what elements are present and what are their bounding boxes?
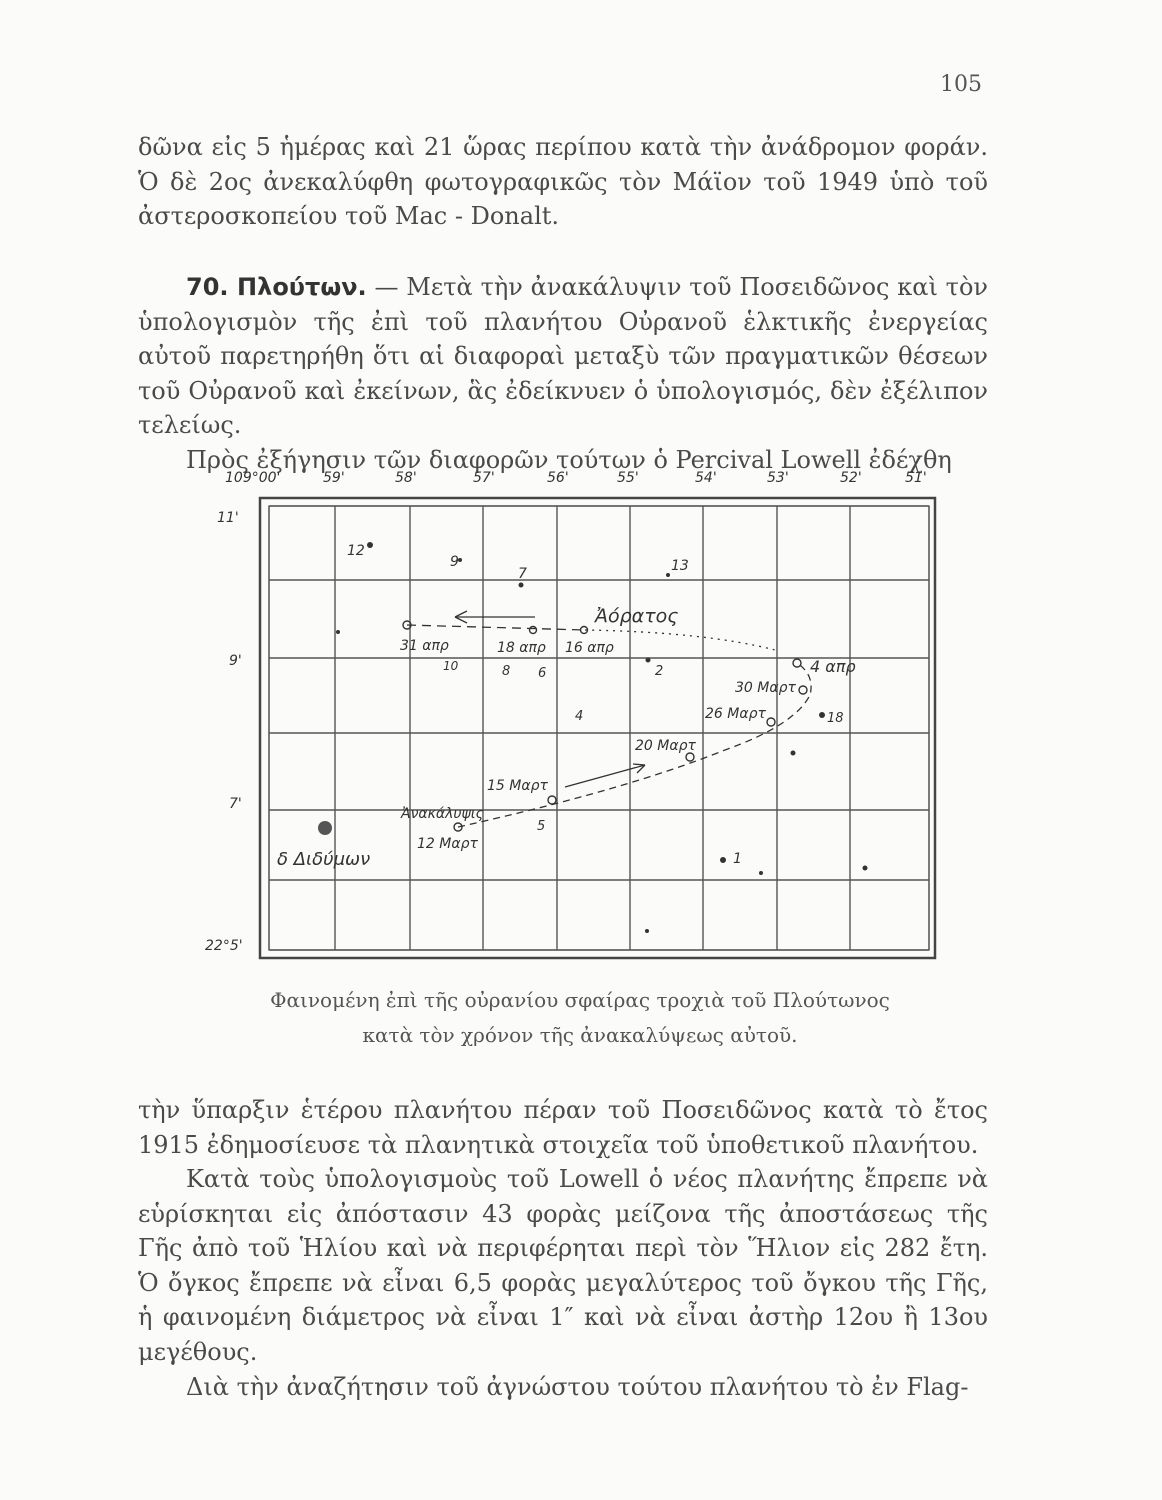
- label-26-mar: 26 Μαρτ: [705, 706, 766, 722]
- paragraph-calculations: Κατὰ τοὺς ὑπολογισμοὺς τοῦ Lowell ὁ νέος πλανήτης ἔπρεπε νὰ εὑρίσκηται εἰς ἀπόστασιν 43 φορὰς μείζονα τῆς ἀποστάσεως τῆς Γῆς ἀπὸ τοῦ Ἡλίου καὶ νὰ περιφέρηται περὶ τὸν Ἥλιον εἰς 282 ἔτη. Ὁ ὄγκος ἔπρεπε νὰ εἶναι 6,5 φορὰς μεγαλύτερος τοῦ ὄγκου τῆς Γῆς, ἡ φαινομένη διάμετρος νὰ εἶναι 1″ καὶ νὰ εἶναι ἀστὴρ 12ου ἢ 13ου μεγέθους.: [138, 1165, 988, 1366]
- stars: [318, 542, 868, 933]
- y-tick: 9': [229, 653, 242, 669]
- pos-18-apr: [530, 627, 537, 634]
- star-1: [720, 857, 726, 863]
- label-31-apr: 31 απρ: [400, 638, 449, 654]
- chart-frame: [260, 498, 935, 958]
- page-number: 105: [940, 72, 982, 97]
- label-delta-gem: δ Διδύμων: [277, 849, 371, 870]
- label-aoratos: Ἀόρατος: [595, 605, 679, 627]
- pos-15-mar: [548, 796, 556, 804]
- star-e: [645, 929, 649, 933]
- y-tick: 11': [217, 510, 239, 526]
- label-12-mar: 12 Μαρτ: [417, 836, 478, 852]
- label-10: 10: [443, 659, 459, 673]
- x-tick: 109°00': [225, 470, 281, 486]
- label-1: 1: [733, 851, 742, 867]
- x-tick: 59': [323, 470, 345, 486]
- label-anakalypsis: Ἀνακάλυψις: [401, 806, 484, 822]
- pluto-path-chart: [205, 460, 945, 970]
- star-b: [791, 751, 796, 756]
- paragraph-search: Διὰ τὴν ἀναζήτησιν τοῦ ἀγνώστου τούτου πλανήτου τὸ ἐν Flag-: [186, 1373, 969, 1401]
- pos-20-mar: [686, 753, 694, 761]
- paragraph-existence: τὴν ὕπαρξιν ἑτέρου πλανήτου πέραν τοῦ Ποσειδῶνος κατὰ τὸ ἔτος 1915 ἐδημοσίευσε τὰ πλανητικὰ στοιχεῖα τοῦ ὑποθετικοῦ πλανήτου.: [138, 1096, 988, 1159]
- y-axis-ticks: [205, 510, 243, 954]
- label-5: 5: [537, 819, 546, 834]
- x-tick: 55': [617, 470, 639, 486]
- pos-30-mar: [799, 686, 807, 694]
- x-tick: 56': [547, 470, 569, 486]
- y-tick: 7': [229, 796, 242, 812]
- paragraph-intro: δῶνα εἰς 5 ἡμέρας καὶ 21 ὥρας περίπου κατὰ τὴν ἀνάδρομον φοράν. Ὁ δὲ 2ος ἀνεκαλύφθη φωτογραφικῶς τὸν Μάϊον τοῦ 1949 ὑπὸ τοῦ ἀστεροσκοπείου τοῦ Mac - Donalt.: [138, 133, 988, 230]
- label-8: 8: [502, 664, 511, 679]
- y-tick: 22°5': [205, 938, 243, 954]
- arrow-right-head: [633, 764, 645, 773]
- label-13: 13: [671, 558, 689, 574]
- x-tick: 58': [395, 470, 417, 486]
- label-4: 4: [575, 709, 584, 724]
- label-16-apr: 16 απρ: [565, 640, 614, 656]
- figure-caption-line2: κατὰ τὸν χρόνον τῆς ἀνακαλύψεως αὐτοῦ.: [362, 1023, 798, 1047]
- x-tick: 53': [767, 470, 789, 486]
- star-c: [759, 871, 763, 875]
- path-retro: [407, 625, 585, 630]
- pos-26-mar: [767, 718, 775, 726]
- label-12: 12: [347, 543, 365, 559]
- x-tick: 57': [473, 470, 495, 486]
- star-7: [519, 583, 524, 588]
- label-18: 18: [827, 711, 844, 726]
- star-delta-gem: [318, 821, 332, 835]
- star-2: [646, 658, 651, 663]
- label-7: 7: [518, 566, 527, 582]
- x-tick: 54': [695, 470, 717, 486]
- label-2: 2: [655, 664, 664, 679]
- star-18: [819, 712, 825, 718]
- chart-inner-frame: [269, 506, 929, 950]
- label-15-mar: 15 Μαρτ: [487, 778, 548, 794]
- star-12: [367, 542, 373, 548]
- star-d: [863, 866, 868, 871]
- x-axis-ticks: [225, 470, 927, 486]
- star-13: [666, 573, 670, 577]
- label-30-mar: 30 Μαρτ: [735, 680, 796, 696]
- x-tick: 52': [840, 470, 862, 486]
- label-18-apr: 18 απρ: [497, 640, 546, 656]
- label-6: 6: [538, 666, 547, 681]
- section-heading: 70. Πλούτων.: [186, 273, 367, 301]
- label-20-mar: 20 Μαρτ: [635, 738, 696, 754]
- chart-labels: [277, 543, 856, 870]
- label-4-apr: 4 απρ: [810, 657, 856, 676]
- paragraph-lowell: Πρὸς ἐξήγησιν τῶν διαφορῶν τούτων ὁ Percival Lowell ἐδέχθη: [186, 445, 952, 474]
- label-9: 9: [450, 554, 459, 570]
- x-tick: 51': [905, 470, 927, 486]
- paragraph-pluto: [138, 270, 988, 477]
- figure-caption-line1: Φαινομένη ἐπὶ τῆς οὐρανίου σφαίρας τροχιὰ τοῦ Πλούτωνος: [270, 988, 890, 1012]
- arrow-right: [565, 765, 645, 787]
- star-a: [336, 630, 340, 634]
- paragraph-pluto-body: — Μετὰ τὴν ἀνακάλυψιν τοῦ Ποσειδῶνος καὶ τὸν ὑπολογισμὸν τῆς ἐπὶ τοῦ πλανήτου Οὐρανοῦ ἑλκτικῆς ἐνεργείας αὐτοῦ παρετηρήθη ὅτι αἱ διαφοραὶ μεταξὺ τῶν πραγματικῶν θέσεων τοῦ Οὐρανοῦ καὶ ἐκείνων, ἃς ἐδείκνυεν ὁ ὑπολογισμός, δὲν ἐξέλιπον τελείως.: [138, 273, 988, 439]
